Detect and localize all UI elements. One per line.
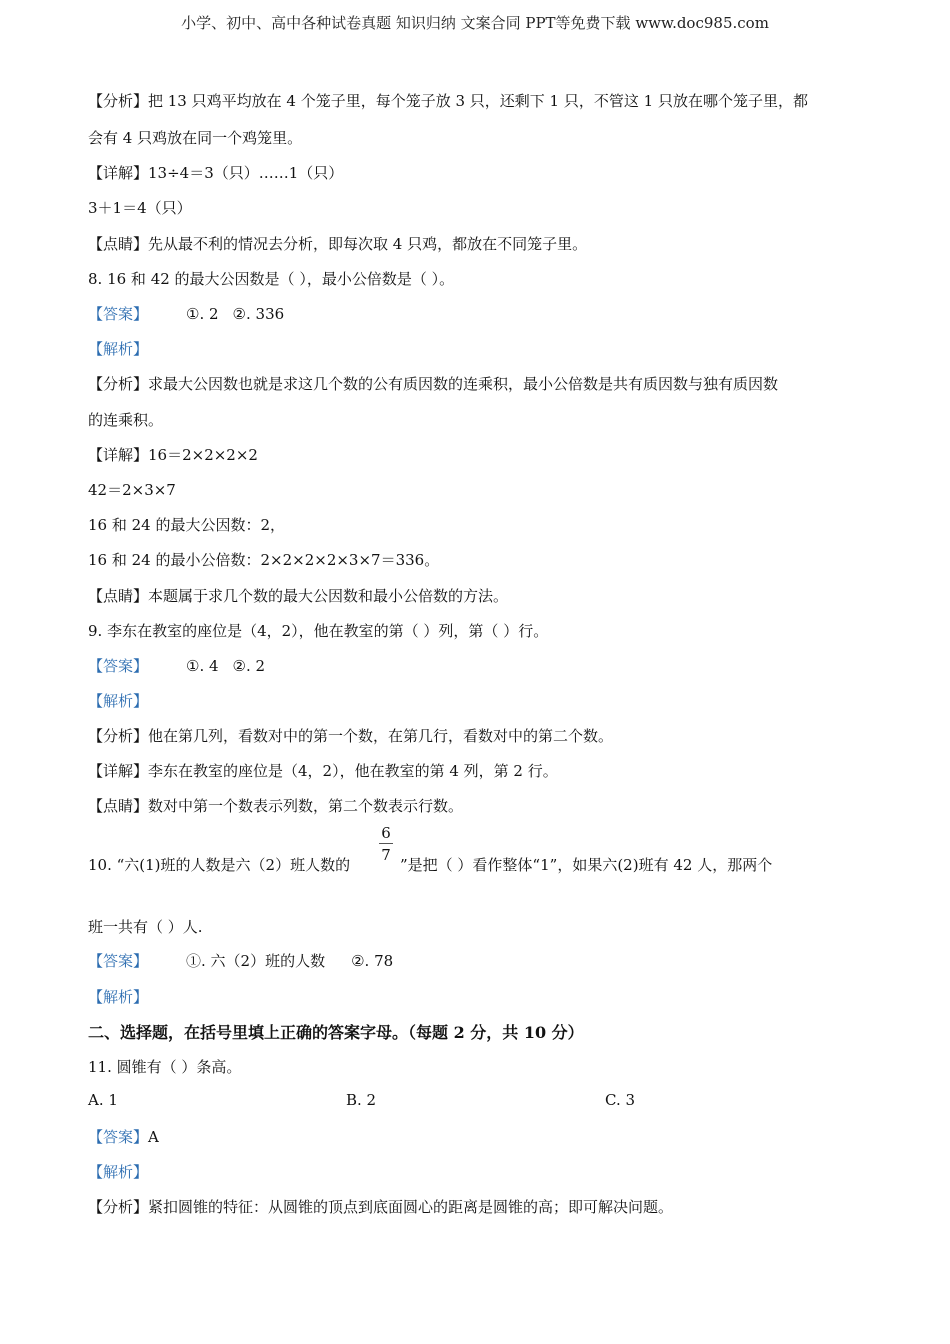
q10-question-b: ”是把（ ）看作整体“1”，如果六(2)班有 42 人，那两个	[400, 856, 773, 874]
q8-answer-row	[88, 303, 284, 324]
section-heading: 二、选择题，在括号里填上正确的答案字母。（每题 2 分，共 10 分）	[88, 1023, 584, 1042]
q11-answer: A	[148, 1128, 159, 1146]
q8-detail-line3: 16 和 24 的最大公因数：2，	[88, 516, 286, 534]
page-header: 小学、初中、高中各种试卷真题 知识归纳 文案合同 PPT等免费下载 www.doc985.com	[181, 14, 769, 32]
q9-answer-2: ②. 2	[232, 657, 266, 675]
fraction-denominator: 7	[381, 846, 391, 864]
q10-answer-2: ②. 78	[351, 952, 394, 970]
q9-detail: 【详解】李东在教室的座位是（4，2），他在教室的第 4 列，第 2 行。	[88, 762, 558, 780]
q10-question-a: 10. “六(1)班的人数是六（2）班人数的	[88, 856, 351, 874]
q8-detail-line1: 【详解】16＝2×2×2×2	[88, 446, 258, 464]
q8-detail-line2: 42＝2×3×7	[88, 481, 176, 499]
q8-tip: 【点睛】本题属于求几个数的最大公因数和最小公倍数的方法。	[88, 587, 509, 605]
q10-question-line2: 班一共有（ ）人.	[88, 918, 203, 936]
q11-option-c: C. 3	[605, 1091, 636, 1109]
q7-tip: 【点睛】先从最不利的情况去分析，即每次取 4 只鸡，都放在不同笼子里。	[88, 235, 588, 253]
q8-jiexi-tag: 【解析】	[88, 340, 149, 358]
q10-fraction	[378, 826, 394, 863]
answer-tag: 【答案】	[88, 305, 149, 323]
q11-option-a: A. 1	[88, 1091, 118, 1109]
q9-question: 9. 李东在教室的座位是（4，2），他在教室的第（ ）列，第（ ）行。	[88, 622, 549, 640]
answer-tag: 【答案】	[88, 657, 149, 675]
answer-tag: 【答案】	[88, 1128, 149, 1146]
q7-analysis-line1: 【分析】把 13 只鸡平均放在 4 个笼子里，每个笼子放 3 只，还剩下 1 只，不管这 1 只放在哪个笼子里，都	[88, 92, 808, 110]
q9-analysis: 【分析】他在第几列，看数对中的第一个数，在第几行，看数对中的第二个数。	[88, 727, 614, 745]
q11-option-b: B. 2	[346, 1091, 377, 1109]
q9-jiexi-tag: 【解析】	[88, 692, 149, 710]
q7-detail-line2: 3＋1＝4（只）	[88, 199, 192, 217]
q8-answer-2: ②. 336	[232, 305, 285, 323]
q7-analysis-line2: 会有 4 只鸡放在同一个鸡笼里。	[88, 129, 303, 147]
q9-tip: 【点睛】数对中第一个数表示列数，第二个数表示行数。	[88, 797, 464, 815]
q10-answer-row	[88, 950, 393, 971]
q8-analysis-line1: 【分析】求最大公因数也就是求这几个数的公有质因数的连乘积，最小公倍数是共有质因数与独有质因数	[88, 375, 779, 393]
q11-analysis: 【分析】紧扣圆锥的特征：从圆锥的顶点到底面圆心的距离是圆锥的高；即可解决问题。	[88, 1198, 674, 1216]
q8-detail-line4: 16 和 24 的最小公倍数：2×2×2×2×3×7＝336。	[88, 551, 440, 569]
q8-question: 8. 16 和 42 的最大公因数是（ ），最小公倍数是（ ）。	[88, 270, 455, 288]
q8-analysis-line2: 的连乘积。	[88, 411, 164, 429]
q11-answer-row	[88, 1126, 159, 1147]
q7-detail-line1: 【详解】13÷4＝3（只）……1（只）	[88, 164, 344, 182]
q9-answer-row	[88, 655, 265, 676]
q11-question: 11. 圆锥有（ ）条高。	[88, 1058, 242, 1076]
fraction-numerator: 6	[381, 824, 391, 842]
q10-jiexi-tag: 【解析】	[88, 988, 149, 1006]
q10-answer-1: ①. 六（2）班的人数	[186, 952, 326, 970]
q9-answer-1: ①. 4	[186, 657, 219, 675]
q8-answer-1: ①. 2	[186, 305, 219, 323]
answer-tag: 【答案】	[88, 952, 149, 970]
q11-jiexi-tag: 【解析】	[88, 1163, 149, 1181]
